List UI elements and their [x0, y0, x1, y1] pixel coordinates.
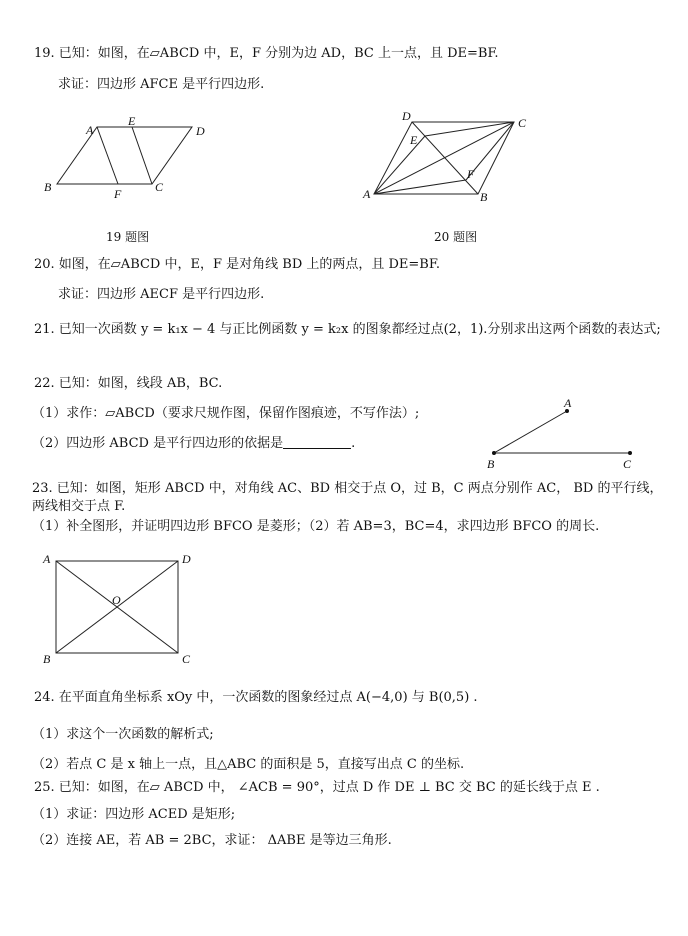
fig23-label-A: A: [43, 552, 51, 566]
fig19-label-A: A: [86, 123, 94, 137]
q19-text: 19. 已知：如图，在▱ABCD 中，E，F 分别为边 AD，BC 上一点，且 DE=BF.: [34, 46, 499, 61]
q20-text: 20. 如图，在▱ABCD 中，E，F 是对角线 BD 上的两点，且 DE=BF.: [34, 257, 440, 272]
fig20-label-E: E: [410, 133, 418, 147]
q22-text: 22. 已知：如图，线段 AB，BC.: [34, 376, 223, 391]
fig19-label-B: B: [44, 180, 52, 194]
fig22-label-C: C: [623, 457, 632, 471]
figure-20: [360, 108, 540, 208]
fig23-label-D: D: [182, 552, 191, 566]
fig20-label-C: C: [518, 116, 527, 130]
figure-19: [40, 115, 220, 205]
fig23-label-B: B: [43, 652, 51, 666]
q23-text-a: 23. 已知：如图，矩形 ABCD 中，对角线 AC、BD 相交于点 O，过 B，C 两点分别作 AC， BD 的平行线，: [32, 481, 663, 496]
q23-text-b: 两线相交于点 F.: [32, 499, 126, 514]
q22-answer-blank[interactable]: [283, 436, 351, 449]
q21-text: 21. 已知一次函数 y = k₁x − 4 与正比例函数 y = k₂x 的图象都经过点(2，1).分别求出这两个函数的表达式;: [34, 322, 661, 337]
q22-part1: （1）求作：▱ABCD（要求尺规作图，保留作图痕迹，不写作法）;: [32, 406, 420, 421]
fig22-label-B: B: [487, 457, 495, 471]
q22-part2: [32, 435, 355, 453]
fig19-label-D: D: [196, 124, 205, 138]
fig20-label-A: A: [363, 187, 371, 201]
fig20-label-D: D: [402, 109, 411, 123]
q24-part1: （1）求这个一次函数的解析式;: [32, 727, 214, 742]
fig20-caption: 20 题图: [434, 230, 478, 244]
fig20-label-B: B: [480, 190, 488, 204]
fig19-label-F: F: [114, 187, 122, 201]
q23-text-c: （1）补全图形，并证明四边形 BFCO 是菱形；（2）若 AB=3，BC=4，求四边形 BFCO 的周长.: [32, 519, 600, 534]
figure-23: [38, 548, 208, 673]
fig19-label-C: C: [155, 180, 164, 194]
q25-part1: （1）求证：四边形 ACED 是矩形;: [32, 807, 236, 822]
q25-part2: （2）连接 AE，若 AB = 2BC，求证： ΔABE 是等边三角形.: [32, 833, 392, 848]
q24-part2: （2）若点 C 是 x 轴上一点，且△ABC 的面积是 5，直接写出点 C 的坐标.: [32, 757, 465, 772]
fig23-label-O: O: [112, 593, 121, 607]
fig23-label-C: C: [182, 652, 191, 666]
q20-proof: 求证：四边形 AECF 是平行四边形.: [58, 287, 265, 302]
fig20-label-F: F: [467, 167, 475, 181]
q19-proof: 求证：四边形 AFCE 是平行四边形.: [58, 77, 265, 92]
figure-22: [480, 395, 650, 475]
q22-part2-text: （2）四边形 ABCD 是平行四边形的依据是: [32, 436, 284, 451]
fig22-label-A: A: [564, 396, 572, 410]
q24-text: 24. 在平面直角坐标系 xOy 中，一次函数的图象经过点 A(−4,0) 与 B(0,5) .: [34, 690, 478, 705]
fig19-caption: 19 题图: [106, 230, 150, 244]
q25-text: 25. 已知：如图，在▱ ABCD 中， ∠ACB = 90°，过点 D 作 DE ⊥ BC 交 BC 的延长线于点 E .: [34, 780, 600, 795]
q22-part2-end: .: [351, 436, 356, 451]
fig19-label-E: E: [128, 114, 136, 128]
